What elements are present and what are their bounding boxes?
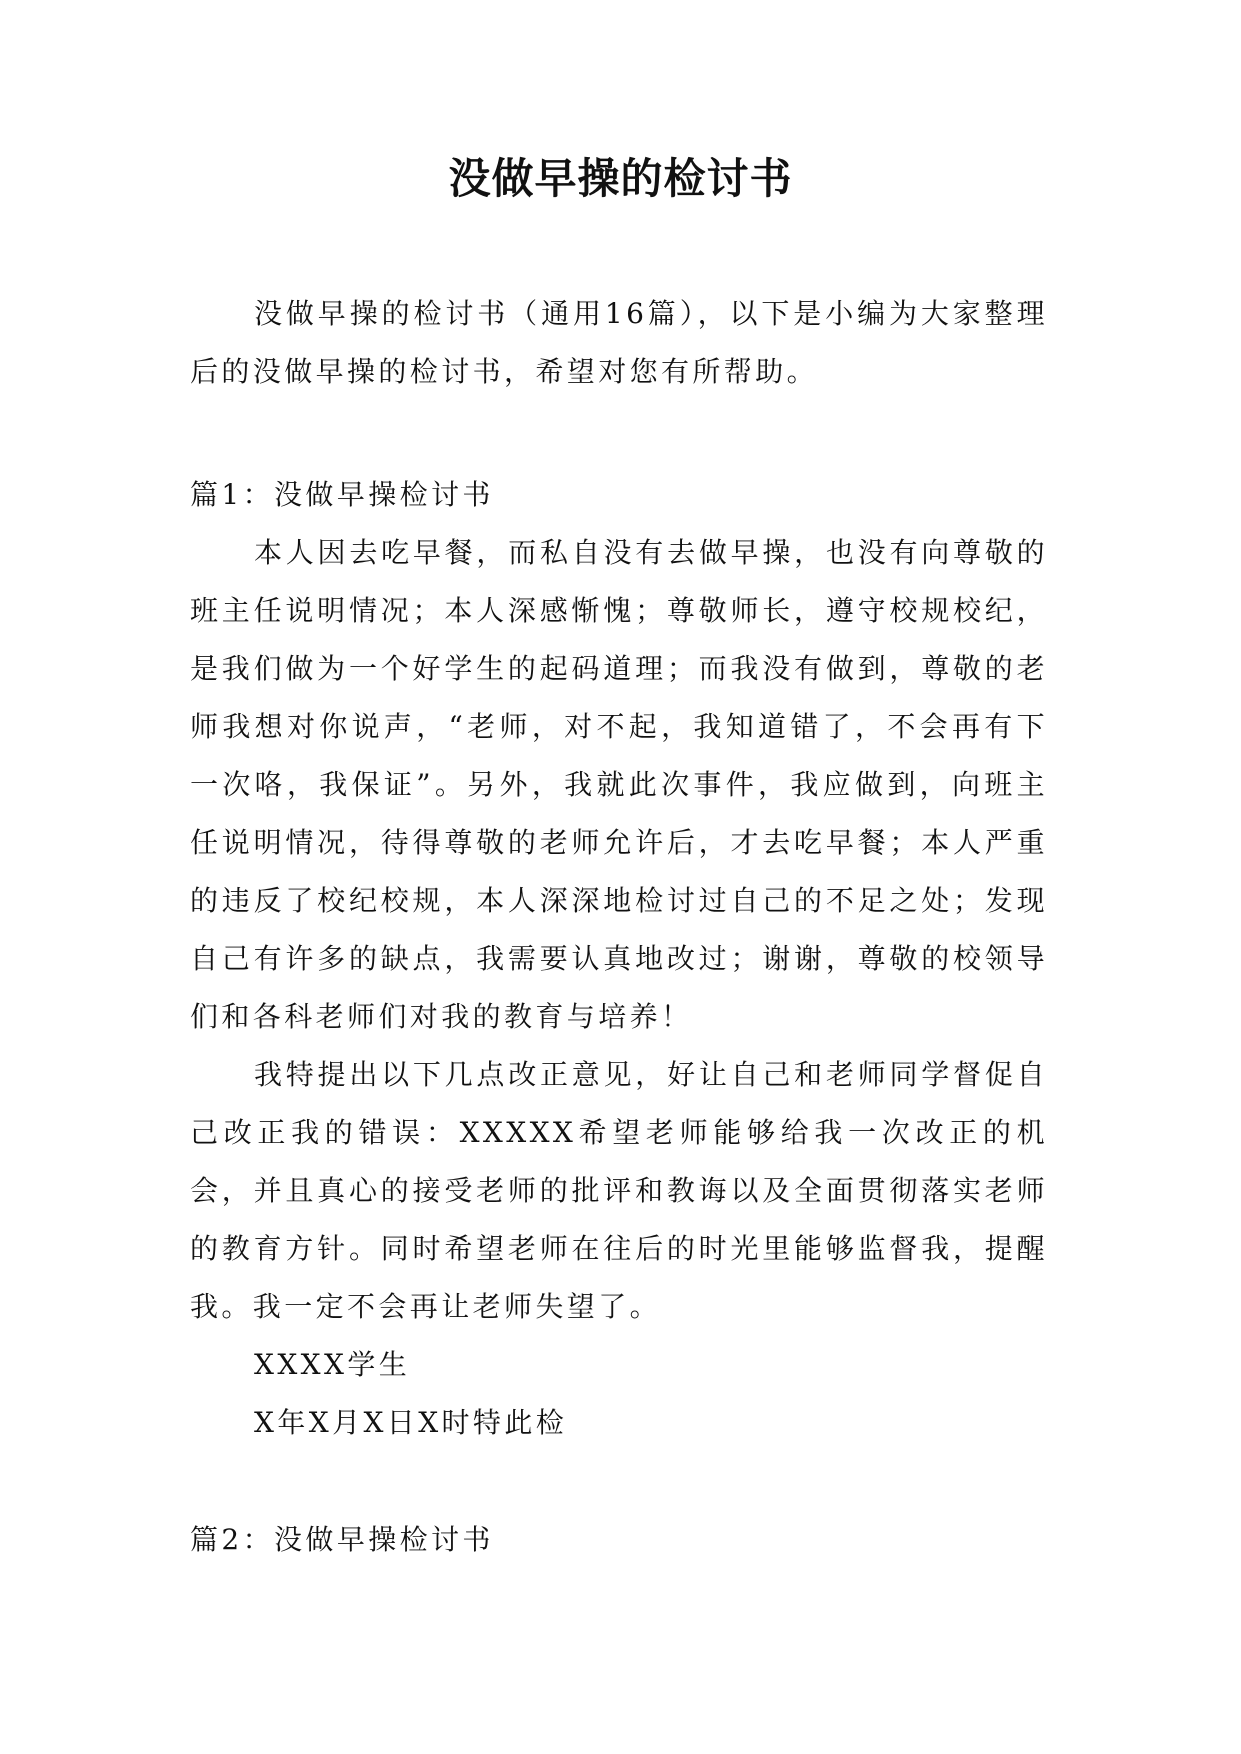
section-1-date: X年X月X日X时特此检 — [254, 1406, 568, 1439]
intro-block — [190, 285, 1048, 401]
document-title: 没做早操的检讨书 — [448, 154, 793, 203]
section-2 — [190, 1511, 1048, 1569]
section-1-signature: XXXX学生 — [254, 1348, 411, 1381]
section-2-heading: 篇2：没做早操检讨书 — [190, 1523, 494, 1556]
section-1-paragraph-2: 我特提出以下几点改正意见，好让自己和老师同学督促自己改正我的错误：XXXXX希望老师能够给我一次改正的机会，并且真心的接受老师的批评和教诲以及全面贯彻落实老师的教育方针。同时希望老师在往后的时光里能够监督我，提醒我。我一定不会再让老师失望了。 — [190, 1058, 1048, 1323]
intro-paragraph: 没做早操的检讨书（通用16篇），以下是小编为大家整理后的没做早操的检讨书，希望对您有所帮助。 — [190, 297, 1048, 388]
section-1 — [190, 466, 1048, 1452]
section-1-paragraph-1: 本人因去吃早餐，而私自没有去做早操，也没有向尊敬的班主任说明情况；本人深感惭愧；尊敬师长，遵守校规校纪，是我们做为一个好学生的起码道理；而我没有做到，尊敬的老师我想对你说声，“老师，对不起，我知道错了，不会再有下一次咯，我保证”。另外，我就此次事件，我应做到，向班主任说明情况，待得尊敬的老师允许后，才去吃早餐；本人严重的违反了校纪校规，本人深深地检讨过自己的不足之处；发现自己有许多的缺点，我需要认真地改过；谢谢，尊敬的校领导们和各科老师们对我的教育与培养！ — [190, 536, 1048, 1033]
section-1-heading: 篇1：没做早操检讨书 — [190, 478, 494, 511]
